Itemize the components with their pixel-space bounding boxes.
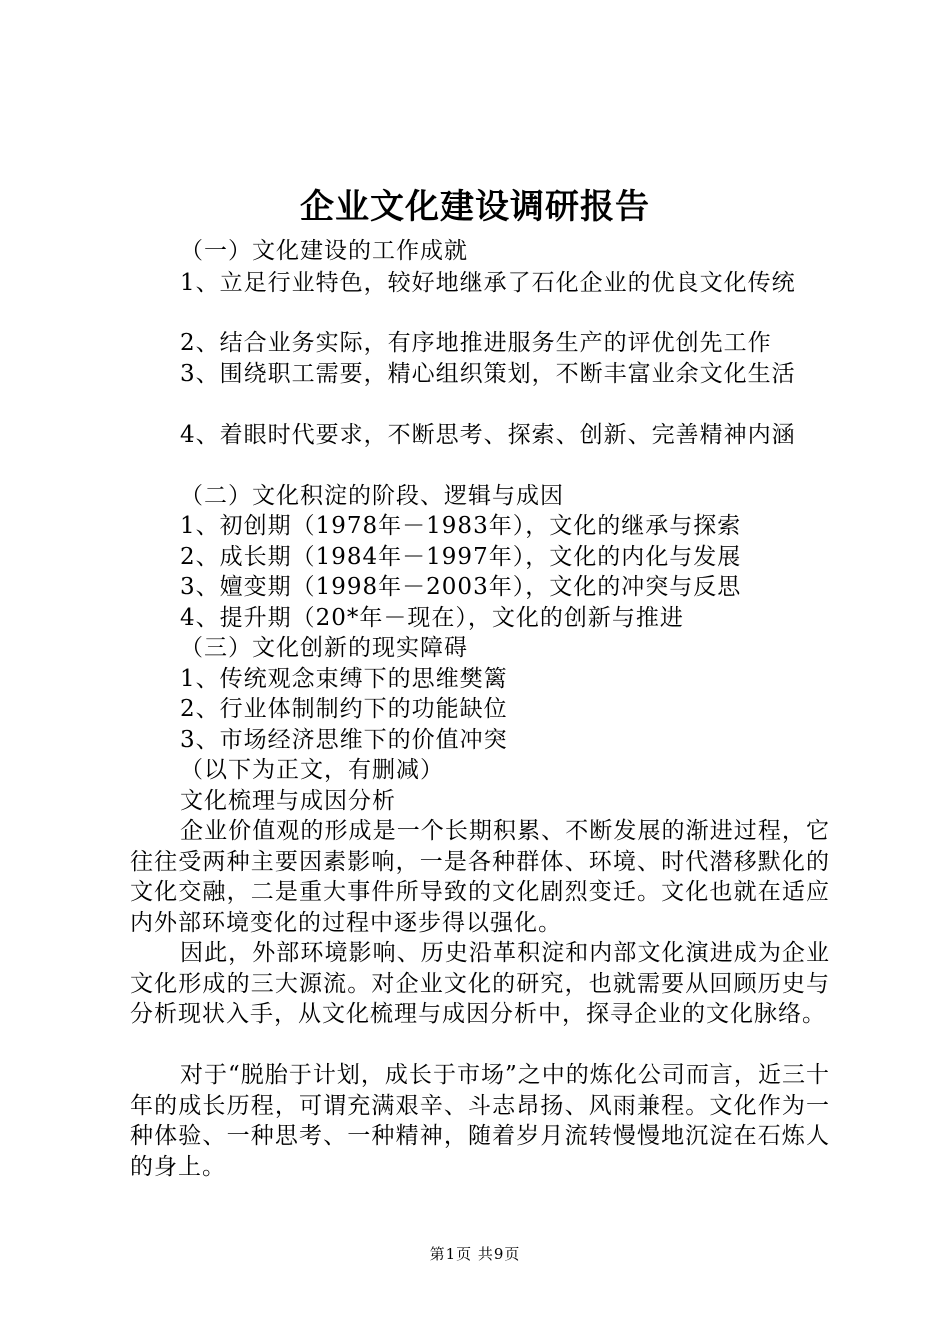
section1-item-2: 2、结合业务实际，有序地推进服务生产的评优创先工作 <box>180 330 772 356</box>
section2-heading: （二）文化积淀的阶段、逻辑与成因 <box>180 483 564 509</box>
section3-item-2: 2、行业体制制约下的功能缺位 <box>180 696 508 722</box>
section2-item-2: 2、成长期（1984年－1997年），文化的内化与发展 <box>180 544 742 570</box>
section2-item-4: 4、提升期（20*年－现在），文化的创新与推进 <box>180 605 684 631</box>
section1-item-4: 4、着眼时代要求，不断思考、探索、创新、完善精神内涵 <box>180 422 796 448</box>
body-paragraph-2: 因此，外部环境影响、历史沿革积淀和内部文化演进成为企业文化形成的三大源流。对企业文化的研究，也就需要从回顾历史与分析现状入手，从文化梳理与成因分析中，探寻企业的文化脉络。 <box>130 940 830 1027</box>
section2-item-3: 3、嬗变期（1998年－2003年），文化的冲突与反思 <box>180 574 742 600</box>
section1-item-1: 1、立足行业特色，较好地继承了石化企业的优良文化传统 <box>180 270 796 296</box>
section3-heading: （三）文化创新的现实障碍 <box>180 635 468 661</box>
section2-item-1: 1、初创期（1978年－1983年），文化的继承与探索 <box>180 513 742 539</box>
page-footer: 第1页 共9页 <box>429 1245 521 1263</box>
body-paragraph-3: 对于“脱胎于计划，成长于市场”之中的炼化公司而言，近三十年的成长历程，可谓充满艰辛、斗志昂扬、风雨兼程。文化作为一种体验、一种思考、一种精神，随着岁月流转慢慢地沉淀在石炼人的身上。 <box>130 1062 830 1180</box>
section3-item-3: 3、市场经济思维下的价值冲突 <box>180 727 508 753</box>
document-title: 企业文化建设调研报告 <box>300 187 650 227</box>
body-subheading: 文化梳理与成因分析 <box>180 788 396 814</box>
section3-item-1: 1、传统观念束缚下的思维樊篱 <box>180 666 508 692</box>
body-paragraph-1: 企业价值观的形成是一个长期积累、不断发展的渐进过程，它往往受两种主要因素影响，一是各种群体、环境、时代潜移默化的文化交融，二是重大事件所导致的文化剧烈变迁。文化也就在适应内外部环境变化的过程中逐步得以强化。 <box>130 818 830 936</box>
body-note: （以下为正文，有删减） <box>180 757 444 783</box>
section1-item-3: 3、围绕职工需要，精心组织策划，不断丰富业余文化生活 <box>180 361 796 387</box>
section1-heading: （一）文化建设的工作成就 <box>180 238 468 264</box>
